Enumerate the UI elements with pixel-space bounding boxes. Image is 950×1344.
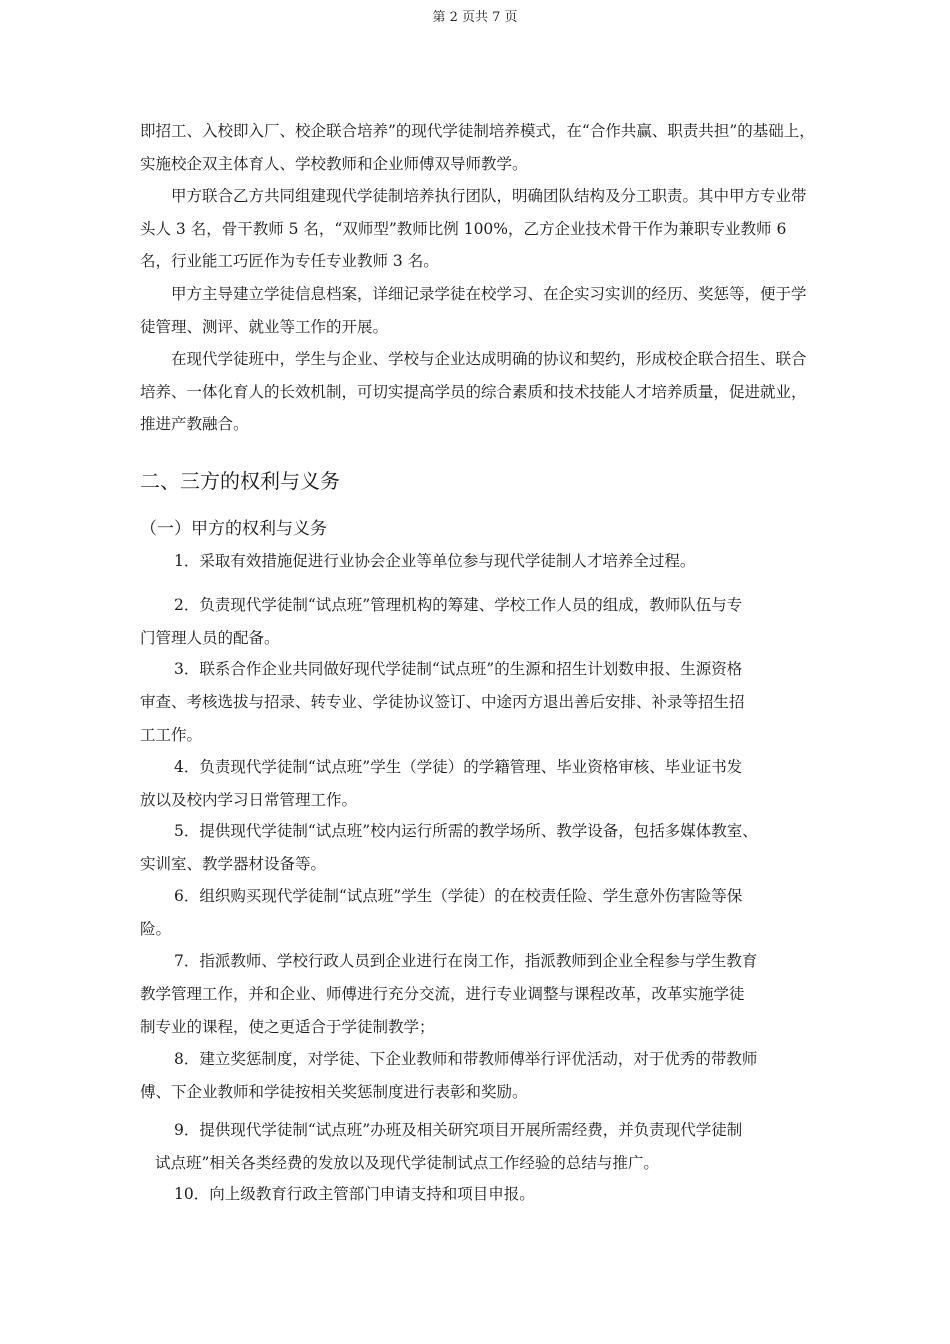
item-number: 1． [174, 552, 200, 570]
intro-paragraph-3: 甲方主导建立学徒信息档案，详细记录学徒在校学习、在企实习实训的经历、奖惩等，便于学徒管理、测评、就业等工作的开展。 [140, 285, 807, 336]
item-number: 9． [174, 1121, 200, 1139]
intro-paragraph-2: 甲方联合乙方共同组建现代学徒制培养执行团队，明确团队结构及分工职责。其中甲方专业带头人 3 名，骨干教师 5 名，“双师型”教师比例 100%，乙方企业技术骨干作为兼职专业教师 6 名，行业能工巧匠作为专任专业教师 3 名。 [140, 187, 807, 270]
list-item [140, 751, 820, 817]
item-line-1: 联系合作企业共同做好现代学徒制“试点班”的生源和招生计划数申报、生源资格 [199, 660, 743, 678]
list-item [140, 1043, 820, 1109]
item-line-2: 傅、下企业教师和学徒按相关奖惩制度进行表彰和奖励。 [140, 1083, 528, 1101]
list-item [140, 545, 820, 578]
list-item [140, 589, 820, 655]
item-number: 10． [174, 1185, 210, 1203]
list-item [140, 1114, 820, 1180]
subsection-heading: （一）甲方的权利与义务 [140, 519, 327, 539]
list-item [140, 945, 820, 1044]
item-number: 8． [174, 1050, 200, 1068]
item-line-1: 提供现代学徒制“试点班”校内运行所需的教学场所、教学设备，包括多媒体教室、 [199, 822, 758, 840]
item-number: 7． [174, 952, 200, 970]
item-line-1: 指派教师、学校行政人员到企业进行在岗工作，指派教师到企业全程参与学生教育 [199, 952, 758, 970]
item-line-2: 审查、考核选拔与招录、转专业、学徒协议签订、中途丙方退出善后安排、补录等招生招 [140, 693, 745, 711]
list-item [140, 880, 820, 946]
item-number: 6． [174, 887, 200, 905]
item-line-1: 建立奖惩制度，对学徒、下企业教师和带教师傅举行评优活动，对于优秀的带教师 [199, 1050, 758, 1068]
item-line-2: 实训室、教学器材设备等。 [140, 855, 327, 873]
item-number: 4． [174, 758, 200, 776]
page-number-header: 第 2 页共 7 页 [432, 10, 518, 25]
list-item [140, 653, 820, 752]
item-line-1: 负责现代学徒制“试点班”学生（学徒）的学籍管理、毕业资格审核、毕业证书发 [199, 758, 743, 776]
item-line-2: 教学管理工作，并和企业、师傅进行充分交流，进行专业调整与课程改革，改革实施学徒 [140, 985, 745, 1003]
item-line-2: 放以及校内学习日常管理工作。 [140, 791, 358, 809]
item-number: 5． [174, 822, 200, 840]
item-line-1: 提供现代学徒制“试点班”办班及相关研究项目开展所需经费，并负责现代学徒制 [199, 1121, 743, 1139]
item-line-1: 向上级教育行政主管部门申请支持和项目申报。 [209, 1185, 535, 1203]
item-number: 2． [174, 596, 200, 614]
item-line-3: 工工作。 [140, 726, 203, 744]
section-heading: 二、三方的权利与义务 [140, 469, 340, 493]
intro-paragraph-4: 在现代学徒班中，学生与企业、学校与企业达成明确的协议和契约，形成校企联合招生、联合培养、一体化育人的长效机制，可切实提高学员的综合素质和技术技能人才培养质量，促进就业，推进产教融合。 [140, 350, 807, 433]
list-item [140, 815, 820, 881]
item-line-2: 险。 [140, 920, 172, 938]
intro-paragraph-1: 即招工、入校即入厂、校企联合培养”的现代学徒制培养模式，在“合作共赢、职责共担”的基础上，实施校企双主体育人、学校教师和企业师傅双导师教学。 [140, 122, 815, 173]
item-line-1: 组织购买现代学徒制“试点班”学生（学徒）的在校责任险、学生意外伤害险等保 [199, 887, 743, 905]
item-line-1: 负责现代学徒制“试点班”管理机构的筹建、学校工作人员的组成，教师队伍与专 [199, 596, 743, 614]
item-number: 3． [174, 660, 200, 678]
item-line-1: 采取有效措施促进行业协会企业等单位参与现代学徒制人才培养全过程。 [199, 552, 696, 570]
item-line-2: 试点班”相关各类经费的发放以及现代学徒制试点工作经验的总结与推广。 [155, 1154, 659, 1172]
item-line-3: 制专业的课程，使之更适合于学徒制教学； [140, 1018, 435, 1036]
list-item [140, 1178, 820, 1211]
item-line-2: 门管理人员的配备。 [140, 629, 280, 647]
